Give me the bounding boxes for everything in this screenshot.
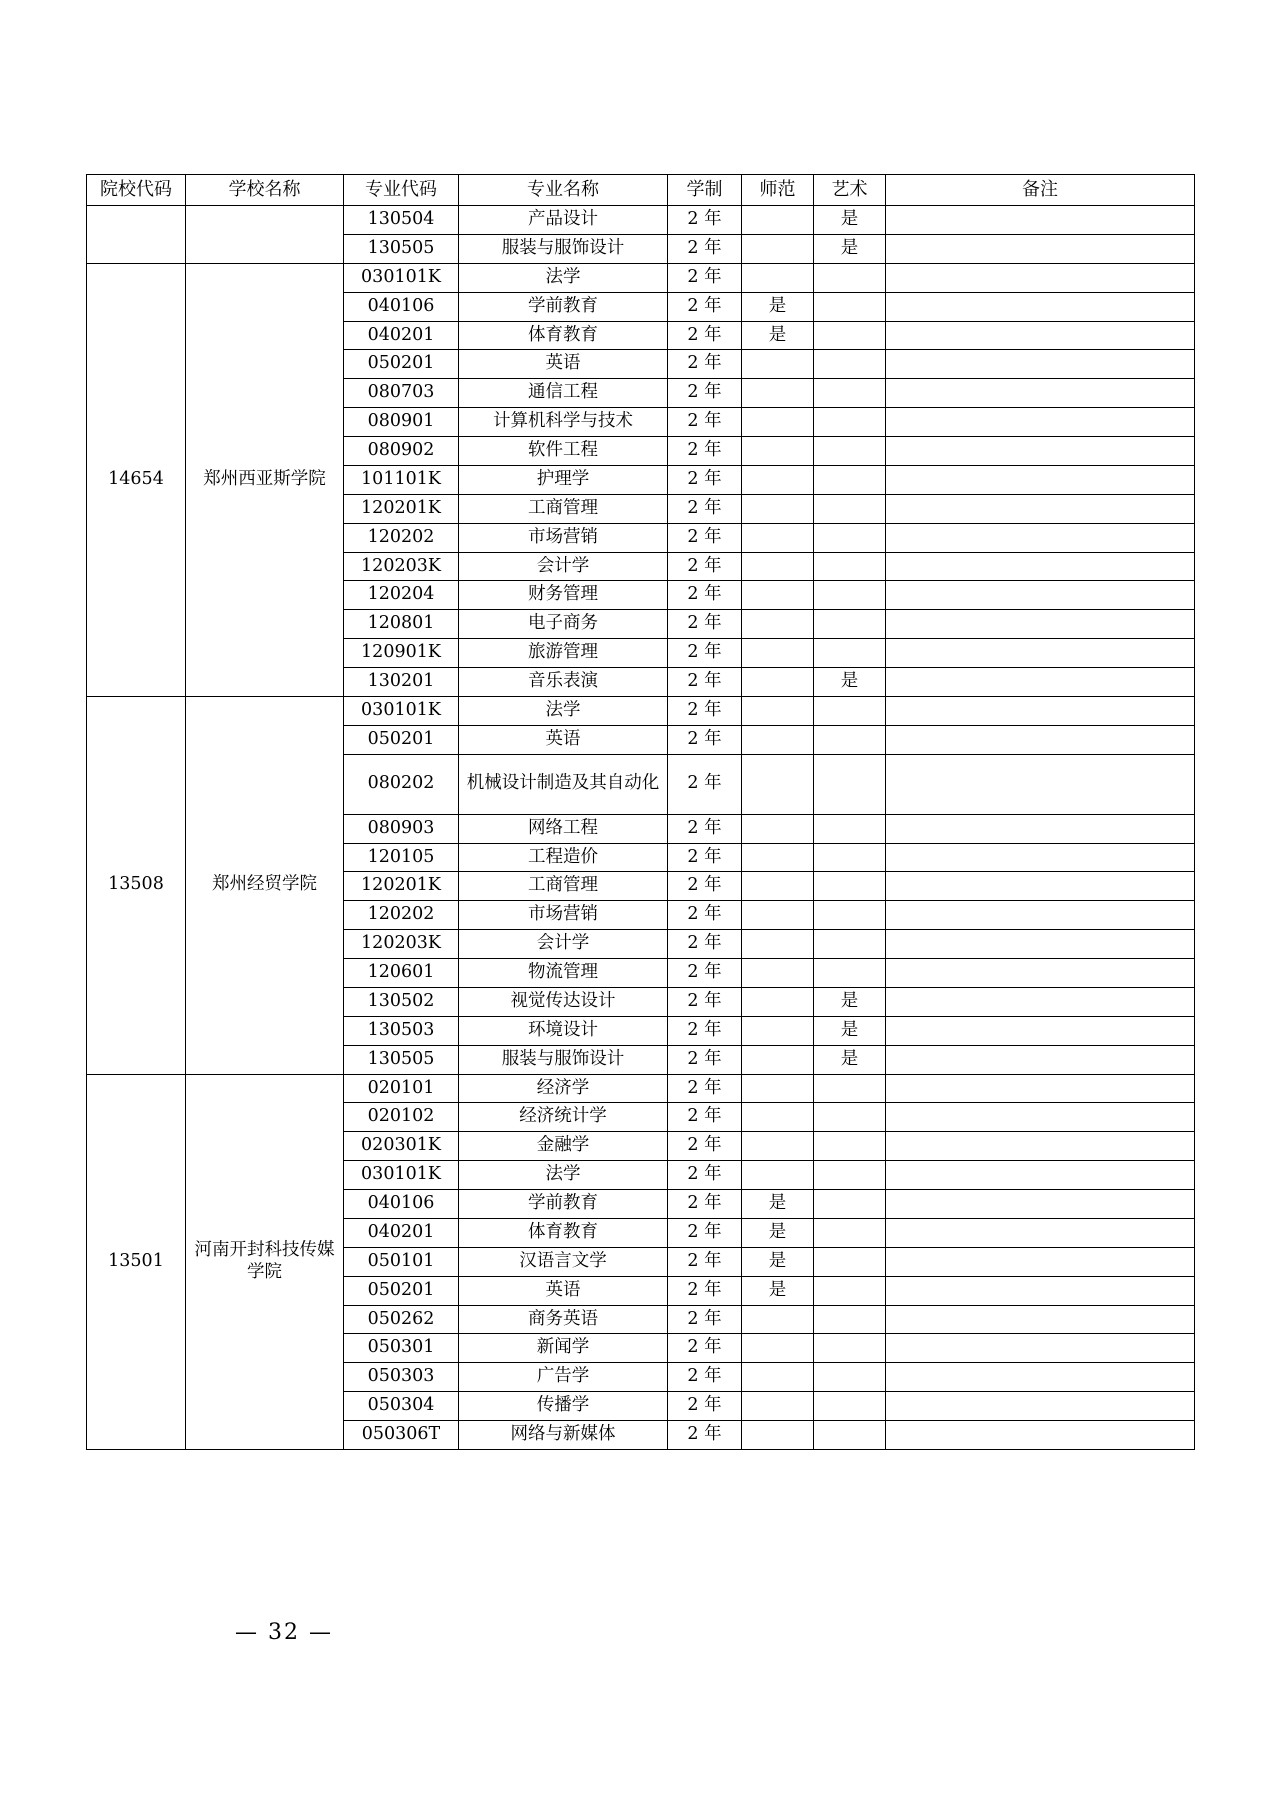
institution-code-cell: 13508 (87, 696, 186, 1074)
major-code: 050306T (344, 1421, 459, 1450)
normal-flag: 是 (742, 1190, 814, 1219)
art-flag (814, 1103, 886, 1132)
major-code: 050304 (344, 1392, 459, 1421)
major-name: 法学 (459, 696, 668, 725)
major-name: 旅游管理 (459, 639, 668, 668)
art-flag (814, 959, 886, 988)
major-code: 130505 (344, 234, 459, 263)
major-name: 学前教育 (459, 292, 668, 321)
normal-flag (742, 1132, 814, 1161)
normal-flag (742, 1421, 814, 1450)
duration: 2 年 (668, 930, 742, 959)
remark (886, 814, 1195, 843)
school-name-cell: 郑州西亚斯学院 (186, 263, 344, 696)
duration: 2 年 (668, 1305, 742, 1334)
art-flag (814, 610, 886, 639)
duration: 2 年 (668, 814, 742, 843)
remark (886, 1074, 1195, 1103)
major-name: 服装与服饰设计 (459, 234, 668, 263)
art-flag: 是 (814, 668, 886, 697)
normal-flag (742, 408, 814, 437)
normal-flag (742, 696, 814, 725)
table-row (87, 206, 1195, 235)
remark (886, 639, 1195, 668)
remark (886, 465, 1195, 494)
duration: 2 年 (668, 581, 742, 610)
art-flag (814, 437, 886, 466)
normal-flag (742, 494, 814, 523)
major-name: 服装与服饰设计 (459, 1045, 668, 1074)
duration: 2 年 (668, 263, 742, 292)
major-code: 120204 (344, 581, 459, 610)
major-name: 会计学 (459, 552, 668, 581)
remark (886, 1161, 1195, 1190)
major-code: 040106 (344, 292, 459, 321)
art-flag (814, 1132, 886, 1161)
major-code: 030101K (344, 263, 459, 292)
art-flag (814, 408, 886, 437)
major-code: 030101K (344, 696, 459, 725)
duration: 2 年 (668, 1363, 742, 1392)
duration: 2 年 (668, 1132, 742, 1161)
institution-code-cell: 13501 (87, 1074, 186, 1449)
major-code: 120203K (344, 552, 459, 581)
duration: 2 年 (668, 1392, 742, 1421)
normal-flag (742, 754, 814, 814)
remark (886, 292, 1195, 321)
duration: 2 年 (668, 321, 742, 350)
normal-flag (742, 465, 814, 494)
art-flag (814, 523, 886, 552)
header-school-name: 学校名称 (186, 175, 344, 206)
normal-flag (742, 930, 814, 959)
major-code: 130503 (344, 1016, 459, 1045)
remark (886, 1392, 1195, 1421)
remark (886, 494, 1195, 523)
school-name-cell (186, 206, 344, 264)
school-name-cell: 郑州经贸学院 (186, 696, 344, 1074)
art-flag (814, 1247, 886, 1276)
major-name: 广告学 (459, 1363, 668, 1392)
major-name: 市场营销 (459, 901, 668, 930)
art-flag (814, 1305, 886, 1334)
major-code: 120203K (344, 930, 459, 959)
duration: 2 年 (668, 408, 742, 437)
major-name: 计算机科学与技术 (459, 408, 668, 437)
major-name: 工程造价 (459, 843, 668, 872)
major-code: 050201 (344, 350, 459, 379)
header-institution-code: 院校代码 (87, 175, 186, 206)
majors-table-container (86, 174, 1194, 1450)
major-code: 050101 (344, 1247, 459, 1276)
remark (886, 725, 1195, 754)
duration: 2 年 (668, 437, 742, 466)
art-flag (814, 465, 886, 494)
major-code: 120202 (344, 901, 459, 930)
normal-flag (742, 552, 814, 581)
remark (886, 1045, 1195, 1074)
major-name: 经济统计学 (459, 1103, 668, 1132)
art-flag (814, 1392, 886, 1421)
art-flag (814, 494, 886, 523)
remark (886, 1132, 1195, 1161)
table-body (87, 206, 1195, 1450)
major-code: 120601 (344, 959, 459, 988)
duration: 2 年 (668, 292, 742, 321)
remark (886, 1334, 1195, 1363)
duration: 2 年 (668, 754, 742, 814)
art-flag (814, 292, 886, 321)
remark (886, 581, 1195, 610)
remark (886, 843, 1195, 872)
major-name: 体育教育 (459, 321, 668, 350)
art-flag: 是 (814, 987, 886, 1016)
major-code: 080903 (344, 814, 459, 843)
duration: 2 年 (668, 1074, 742, 1103)
remark (886, 754, 1195, 814)
duration: 2 年 (668, 668, 742, 697)
remark (886, 321, 1195, 350)
normal-flag (742, 1392, 814, 1421)
major-name: 法学 (459, 1161, 668, 1190)
major-code: 020301K (344, 1132, 459, 1161)
remark (886, 930, 1195, 959)
table-row (87, 263, 1195, 292)
major-code: 080902 (344, 437, 459, 466)
remark (886, 1305, 1195, 1334)
normal-flag (742, 350, 814, 379)
duration: 2 年 (668, 1218, 742, 1247)
remark (886, 408, 1195, 437)
normal-flag (742, 814, 814, 843)
major-code: 050262 (344, 1305, 459, 1334)
remark (886, 1363, 1195, 1392)
duration: 2 年 (668, 639, 742, 668)
normal-flag (742, 234, 814, 263)
duration: 2 年 (668, 523, 742, 552)
art-flag (814, 263, 886, 292)
normal-flag (742, 610, 814, 639)
major-name: 商务英语 (459, 1305, 668, 1334)
major-code: 040106 (344, 1190, 459, 1219)
art-flag (814, 1161, 886, 1190)
major-code: 050301 (344, 1334, 459, 1363)
major-name: 电子商务 (459, 610, 668, 639)
art-flag (814, 379, 886, 408)
normal-flag: 是 (742, 321, 814, 350)
art-flag (814, 1190, 886, 1219)
major-code: 080703 (344, 379, 459, 408)
remark (886, 1190, 1195, 1219)
art-flag (814, 1074, 886, 1103)
major-code: 020101 (344, 1074, 459, 1103)
remark (886, 696, 1195, 725)
major-code: 120901K (344, 639, 459, 668)
duration: 2 年 (668, 1276, 742, 1305)
art-flag (814, 1276, 886, 1305)
remark (886, 379, 1195, 408)
art-flag (814, 1421, 886, 1450)
art-flag (814, 901, 886, 930)
duration: 2 年 (668, 725, 742, 754)
major-name: 会计学 (459, 930, 668, 959)
art-flag (814, 1363, 886, 1392)
remark (886, 552, 1195, 581)
normal-flag (742, 901, 814, 930)
major-name: 市场营销 (459, 523, 668, 552)
major-name: 环境设计 (459, 1016, 668, 1045)
art-flag (814, 843, 886, 872)
remark (886, 234, 1195, 263)
remark (886, 1016, 1195, 1045)
art-flag (814, 930, 886, 959)
major-code: 120201K (344, 494, 459, 523)
duration: 2 年 (668, 465, 742, 494)
normal-flag (742, 668, 814, 697)
major-name: 法学 (459, 263, 668, 292)
normal-flag (742, 1016, 814, 1045)
normal-flag (742, 725, 814, 754)
duration: 2 年 (668, 959, 742, 988)
normal-flag: 是 (742, 1218, 814, 1247)
normal-flag (742, 437, 814, 466)
normal-flag (742, 1305, 814, 1334)
header-art: 艺术 (814, 175, 886, 206)
major-name: 金融学 (459, 1132, 668, 1161)
header-normal: 师范 (742, 175, 814, 206)
normal-flag (742, 843, 814, 872)
normal-flag (742, 987, 814, 1016)
duration: 2 年 (668, 610, 742, 639)
major-code: 050201 (344, 725, 459, 754)
normal-flag (742, 872, 814, 901)
duration: 2 年 (668, 1103, 742, 1132)
table-row (87, 1074, 1195, 1103)
normal-flag (742, 523, 814, 552)
major-code: 120801 (344, 610, 459, 639)
art-flag (814, 872, 886, 901)
normal-flag (742, 1363, 814, 1392)
major-name: 工商管理 (459, 494, 668, 523)
art-flag (814, 814, 886, 843)
major-code: 040201 (344, 321, 459, 350)
duration: 2 年 (668, 1421, 742, 1450)
duration: 2 年 (668, 872, 742, 901)
duration: 2 年 (668, 1190, 742, 1219)
major-code: 130505 (344, 1045, 459, 1074)
duration: 2 年 (668, 1247, 742, 1276)
major-name: 物流管理 (459, 959, 668, 988)
major-name: 英语 (459, 1276, 668, 1305)
duration: 2 年 (668, 901, 742, 930)
major-name: 软件工程 (459, 437, 668, 466)
major-code: 050303 (344, 1363, 459, 1392)
art-flag: 是 (814, 1045, 886, 1074)
art-flag (814, 581, 886, 610)
art-flag (814, 754, 886, 814)
normal-flag (742, 1334, 814, 1363)
major-code: 120202 (344, 523, 459, 552)
remark (886, 523, 1195, 552)
normal-flag (742, 1045, 814, 1074)
major-name: 机械设计制造及其自动化 (459, 754, 668, 814)
normal-flag (742, 263, 814, 292)
art-flag (814, 350, 886, 379)
major-name: 视觉传达设计 (459, 987, 668, 1016)
art-flag (814, 1218, 886, 1247)
major-name: 工商管理 (459, 872, 668, 901)
institution-code-cell: 14654 (87, 263, 186, 696)
remark (886, 350, 1195, 379)
major-code: 050201 (344, 1276, 459, 1305)
major-name: 体育教育 (459, 1218, 668, 1247)
table-row (87, 696, 1195, 725)
major-name: 经济学 (459, 1074, 668, 1103)
major-name: 音乐表演 (459, 668, 668, 697)
duration: 2 年 (668, 1045, 742, 1074)
major-code: 020102 (344, 1103, 459, 1132)
major-name: 传播学 (459, 1392, 668, 1421)
duration: 2 年 (668, 494, 742, 523)
duration: 2 年 (668, 696, 742, 725)
art-flag (814, 696, 886, 725)
duration: 2 年 (668, 1334, 742, 1363)
major-code: 030101K (344, 1161, 459, 1190)
remark (886, 437, 1195, 466)
remark (886, 206, 1195, 235)
major-code: 130504 (344, 206, 459, 235)
remark (886, 1218, 1195, 1247)
major-name: 学前教育 (459, 1190, 668, 1219)
major-code: 040201 (344, 1218, 459, 1247)
header-major-code: 专业代码 (344, 175, 459, 206)
remark (886, 959, 1195, 988)
remark (886, 668, 1195, 697)
normal-flag (742, 206, 814, 235)
remark (886, 901, 1195, 930)
major-name: 网络与新媒体 (459, 1421, 668, 1450)
normal-flag (742, 959, 814, 988)
remark (886, 263, 1195, 292)
normal-flag (742, 1161, 814, 1190)
art-flag (814, 1334, 886, 1363)
major-name: 护理学 (459, 465, 668, 494)
remark (886, 1421, 1195, 1450)
major-name: 英语 (459, 350, 668, 379)
major-code: 080202 (344, 754, 459, 814)
major-name: 新闻学 (459, 1334, 668, 1363)
remark (886, 1276, 1195, 1305)
remark (886, 1247, 1195, 1276)
majors-table (86, 174, 1195, 1450)
art-flag (814, 639, 886, 668)
normal-flag: 是 (742, 292, 814, 321)
art-flag: 是 (814, 234, 886, 263)
institution-code-cell (87, 206, 186, 264)
major-name: 产品设计 (459, 206, 668, 235)
table-header-row (87, 175, 1195, 206)
remark (886, 872, 1195, 901)
remark (886, 610, 1195, 639)
art-flag (814, 552, 886, 581)
page-number: — 32 — (235, 1620, 333, 1645)
major-code: 101101K (344, 465, 459, 494)
duration: 2 年 (668, 843, 742, 872)
duration: 2 年 (668, 552, 742, 581)
major-name: 财务管理 (459, 581, 668, 610)
remark (886, 987, 1195, 1016)
major-code: 080901 (344, 408, 459, 437)
duration: 2 年 (668, 987, 742, 1016)
art-flag (814, 321, 886, 350)
normal-flag: 是 (742, 1247, 814, 1276)
page-footer (0, 1620, 1280, 1645)
duration: 2 年 (668, 206, 742, 235)
normal-flag (742, 639, 814, 668)
normal-flag (742, 1103, 814, 1132)
remark (886, 1103, 1195, 1132)
art-flag: 是 (814, 1016, 886, 1045)
normal-flag (742, 581, 814, 610)
normal-flag (742, 379, 814, 408)
art-flag (814, 725, 886, 754)
art-flag: 是 (814, 206, 886, 235)
school-name-cell: 河南开封科技传媒学院 (186, 1074, 344, 1449)
major-code: 120105 (344, 843, 459, 872)
major-name: 英语 (459, 725, 668, 754)
duration: 2 年 (668, 350, 742, 379)
header-duration: 学制 (668, 175, 742, 206)
duration: 2 年 (668, 379, 742, 408)
major-code: 120201K (344, 872, 459, 901)
major-name: 通信工程 (459, 379, 668, 408)
duration: 2 年 (668, 1016, 742, 1045)
normal-flag: 是 (742, 1276, 814, 1305)
normal-flag (742, 1074, 814, 1103)
major-name: 网络工程 (459, 814, 668, 843)
header-major-name: 专业名称 (459, 175, 668, 206)
major-code: 130502 (344, 987, 459, 1016)
duration: 2 年 (668, 1161, 742, 1190)
header-remark: 备注 (886, 175, 1195, 206)
duration: 2 年 (668, 234, 742, 263)
major-name: 汉语言文学 (459, 1247, 668, 1276)
major-code: 130201 (344, 668, 459, 697)
